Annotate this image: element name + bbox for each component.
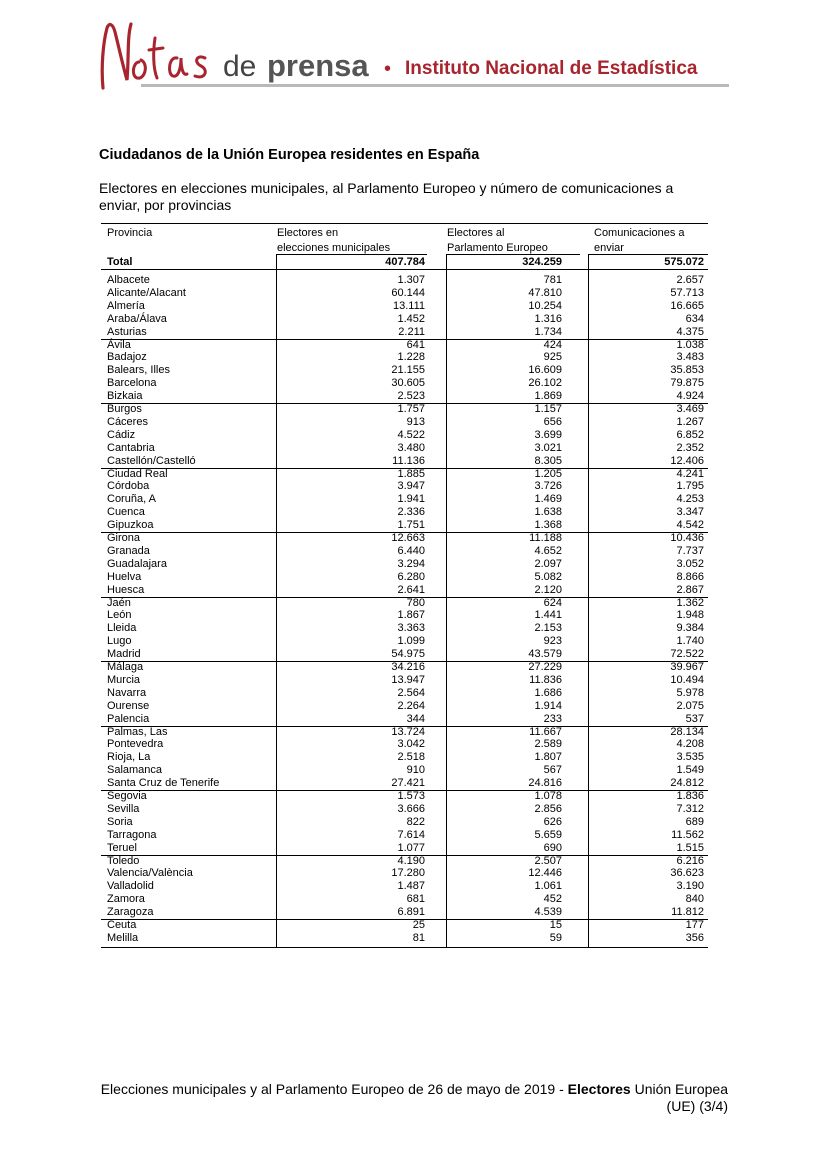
- row-electores-parlamento: 452: [543, 893, 562, 905]
- row-comunicaciones: 1.515: [676, 842, 704, 854]
- table-row: [101, 674, 708, 687]
- row-electores-parlamento: 43.579: [528, 648, 562, 660]
- row-electores-municipales: 6.280: [397, 571, 425, 583]
- row-province: Albacete: [107, 274, 150, 286]
- header-electores-municipales: [277, 226, 390, 256]
- row-province: Santa Cruz de Tenerife: [107, 777, 220, 789]
- row-comunicaciones: 3.052: [676, 558, 704, 570]
- row-electores-municipales: 913: [406, 416, 425, 428]
- table-row: [101, 455, 708, 468]
- row-province: Burgos: [107, 403, 142, 415]
- row-electores-parlamento: 11.667: [529, 726, 562, 738]
- row-comunicaciones: 177: [685, 919, 704, 931]
- row-electores-parlamento: 2.507: [534, 855, 562, 867]
- row-electores-parlamento: 1.807: [534, 751, 562, 763]
- page-title: Ciudadanos de la Unión Europea residentes en España: [99, 147, 480, 163]
- row-comunicaciones: 3.347: [676, 506, 704, 518]
- row-electores-municipales: 60.144: [391, 287, 425, 299]
- row-comunicaciones: 356: [685, 932, 704, 944]
- row-province: Tarragona: [107, 829, 157, 841]
- row-comunicaciones: 8.866: [676, 571, 704, 583]
- row-province: Málaga: [107, 661, 144, 673]
- row-electores-municipales: 21.155: [391, 364, 425, 376]
- row-electores-parlamento: 1.869: [534, 390, 562, 402]
- row-electores-parlamento: 1.469: [534, 493, 562, 505]
- row-comunicaciones: 1.795: [676, 480, 704, 492]
- row-comunicaciones: 3.483: [676, 351, 704, 363]
- row-province: Zaragoza: [107, 906, 154, 918]
- row-electores-municipales: 1.573: [397, 790, 425, 802]
- row-comunicaciones: 35.853: [670, 364, 704, 376]
- row-electores-municipales: 17.280: [391, 867, 425, 879]
- row-electores-municipales: 407.784: [385, 256, 425, 268]
- table-row: [101, 867, 708, 880]
- row-comunicaciones: 7.312: [676, 803, 704, 815]
- row-electores-municipales: 1.228: [397, 351, 425, 363]
- row-electores-municipales: 2.518: [397, 751, 425, 763]
- row-electores-municipales: 4.522: [397, 429, 425, 441]
- row-comunicaciones: 1.267: [676, 416, 704, 428]
- row-province: Valladolid: [107, 880, 154, 892]
- row-province: Badajoz: [107, 351, 147, 363]
- row-comunicaciones: 12.406: [670, 455, 704, 467]
- row-province: Cádiz: [107, 429, 136, 441]
- row-electores-parlamento: 424: [543, 339, 562, 351]
- table-row: [101, 532, 708, 545]
- row-electores-parlamento: 5.659: [534, 829, 562, 841]
- row-electores-parlamento: 1.441: [534, 609, 562, 621]
- row-comunicaciones: 575.072: [664, 256, 704, 268]
- table-row: [101, 609, 708, 622]
- row-province: Palencia: [107, 713, 150, 725]
- row-province: Zamora: [107, 893, 145, 905]
- row-province: Navarra: [107, 687, 147, 699]
- table-row: [101, 906, 708, 919]
- page-subtitle: Electores en elecciones municipales, al Parlamento Europeo y número de comunicaciones a enviar, por provincias: [99, 180, 674, 213]
- row-electores-parlamento: 27.229: [528, 661, 562, 673]
- header-line: Comunicaciones a: [594, 227, 685, 239]
- row-electores-municipales: 3.294: [397, 558, 425, 570]
- row-electores-municipales: 4.190: [397, 855, 425, 867]
- row-electores-municipales: 681: [406, 893, 425, 905]
- row-electores-municipales: 3.480: [397, 442, 425, 454]
- row-electores-parlamento: 1.734: [534, 326, 562, 338]
- row-province: Guadalajara: [107, 558, 167, 570]
- table-row: [101, 803, 708, 816]
- row-electores-municipales: 1.452: [397, 313, 425, 325]
- row-electores-municipales: 1.487: [397, 880, 425, 892]
- row-comunicaciones: 28.134: [670, 726, 704, 738]
- row-electores-municipales: 641: [406, 339, 425, 351]
- row-comunicaciones: 6.852: [676, 429, 704, 441]
- header-line: Electores al: [447, 227, 505, 239]
- table-row: [101, 545, 708, 558]
- table-row: [101, 829, 708, 842]
- table-row: [101, 919, 708, 932]
- row-comunicaciones: 689: [685, 816, 704, 828]
- table-row: [101, 274, 708, 287]
- row-electores-municipales: 13.947: [391, 674, 425, 686]
- row-comunicaciones: 3.190: [676, 880, 704, 892]
- row-electores-parlamento: 233: [543, 713, 562, 725]
- row-electores-municipales: 6.440: [397, 545, 425, 557]
- row-electores-parlamento: 1.157: [534, 403, 562, 415]
- header-line: Electores en: [277, 227, 339, 239]
- row-electores-municipales: 910: [406, 764, 425, 776]
- table-row: [101, 403, 708, 416]
- row-comunicaciones: 57.713: [670, 287, 704, 299]
- row-province: Madrid: [107, 648, 141, 660]
- total-rule: [101, 269, 708, 270]
- table-row: [101, 622, 708, 635]
- row-province: Sevilla: [107, 803, 140, 815]
- row-electores-municipales: 25: [412, 919, 425, 931]
- row-province: Salamanca: [107, 764, 163, 776]
- row-province: Gipuzkoa: [107, 519, 154, 531]
- row-electores-municipales: 6.891: [397, 906, 425, 918]
- row-province: Murcia: [107, 674, 141, 686]
- row-electores-parlamento: 1.686: [534, 687, 562, 699]
- column-separator: [446, 255, 447, 947]
- row-comunicaciones: 1.038: [676, 339, 704, 351]
- row-electores-parlamento: 781: [543, 274, 562, 286]
- row-electores-municipales: 2.641: [397, 584, 425, 596]
- row-electores-parlamento: 3.699: [534, 429, 562, 441]
- row-electores-municipales: 1.099: [397, 635, 425, 647]
- row-province: Castellón/Castelló: [107, 455, 196, 467]
- table-row: [101, 764, 708, 777]
- table-row: [101, 506, 708, 519]
- table-row: [101, 584, 708, 597]
- row-electores-municipales: 780: [406, 597, 425, 609]
- row-electores-municipales: 2.523: [397, 390, 425, 402]
- row-comunicaciones: 5.978: [676, 687, 704, 699]
- table-row: [101, 713, 708, 726]
- row-province: Lleida: [107, 622, 137, 634]
- row-comunicaciones: 9.384: [676, 622, 704, 634]
- row-electores-parlamento: 1.638: [534, 506, 562, 518]
- table-row: [101, 571, 708, 584]
- table-row: [101, 377, 708, 390]
- row-comunicaciones: 840: [685, 893, 704, 905]
- row-electores-parlamento: 4.652: [534, 545, 562, 557]
- row-comunicaciones: 4.241: [676, 468, 704, 480]
- row-province: Lugo: [107, 635, 132, 647]
- row-comunicaciones: 1.549: [676, 764, 704, 776]
- row-province: Barcelona: [107, 377, 157, 389]
- row-electores-parlamento: 1.316: [534, 313, 562, 325]
- table-row: [101, 287, 708, 300]
- table-row: [101, 313, 708, 326]
- table-row: [101, 493, 708, 506]
- row-province: Cantabria: [107, 442, 155, 454]
- row-electores-municipales: 34.216: [391, 661, 425, 673]
- row-electores-municipales: 11.136: [392, 455, 425, 467]
- header-comunicaciones: [594, 226, 685, 256]
- row-electores-parlamento: 5.082: [534, 571, 562, 583]
- row-comunicaciones: 6.216: [676, 855, 704, 867]
- row-electores-parlamento: 2.589: [534, 738, 562, 750]
- row-comunicaciones: 4.924: [676, 390, 704, 402]
- row-province: Palmas, Las: [107, 726, 168, 738]
- logo-de: de: [223, 50, 257, 83]
- row-comunicaciones: 2.352: [676, 442, 704, 454]
- header-rule: [446, 254, 580, 255]
- row-electores-parlamento: 624: [543, 597, 562, 609]
- row-electores-municipales: 7.614: [397, 829, 425, 841]
- row-electores-parlamento: 1.368: [534, 519, 562, 531]
- table-row: [101, 351, 708, 364]
- row-comunicaciones: 1.836: [676, 790, 704, 802]
- header-rule: [276, 254, 427, 255]
- row-province: Ceuta: [107, 919, 137, 931]
- row-province: Alicante/Alacant: [107, 287, 186, 299]
- row-comunicaciones: 11.562: [671, 829, 704, 841]
- row-electores-municipales: 3.947: [397, 480, 425, 492]
- row-province: Ciudad Real: [107, 468, 168, 480]
- row-electores-parlamento: 626: [543, 816, 562, 828]
- table-row: [101, 429, 708, 442]
- table-row: [101, 816, 708, 829]
- table-row: [101, 842, 708, 855]
- row-electores-municipales: 2.336: [397, 506, 425, 518]
- row-electores-parlamento: 47.810: [528, 287, 562, 299]
- table-row: [101, 738, 708, 751]
- row-comunicaciones: 39.967: [670, 661, 704, 673]
- row-electores-municipales: 2.264: [397, 700, 425, 712]
- table-row: [101, 700, 708, 713]
- row-electores-municipales: 1.077: [397, 842, 425, 854]
- row-province: Araba/Álava: [107, 313, 167, 325]
- row-province: Asturias: [107, 326, 147, 338]
- row-electores-municipales: 30.605: [391, 377, 425, 389]
- row-electores-parlamento: 11.188: [529, 532, 562, 544]
- row-electores-parlamento: 11.836: [529, 674, 562, 686]
- table-row: [101, 480, 708, 493]
- column-separator: [588, 255, 589, 947]
- row-electores-parlamento: 4.539: [534, 906, 562, 918]
- logo-prensa: prensa: [267, 48, 369, 83]
- row-province: Huelva: [107, 571, 142, 583]
- row-electores-municipales: 1.751: [397, 519, 425, 531]
- row-electores-municipales: 1.885: [397, 468, 425, 480]
- row-electores-municipales: 2.211: [398, 326, 425, 338]
- row-electores-parlamento: 10.254: [528, 300, 562, 312]
- row-comunicaciones: 36.623: [670, 867, 704, 879]
- row-electores-municipales: 1.307: [397, 274, 425, 286]
- row-province: Pontevedra: [107, 738, 164, 750]
- row-electores-municipales: 1.757: [397, 403, 425, 415]
- row-electores-parlamento: 3.726: [534, 480, 562, 492]
- row-electores-parlamento: 1.061: [534, 880, 562, 892]
- row-province: Jaén: [107, 597, 131, 609]
- row-electores-parlamento: 59: [549, 932, 562, 944]
- footer-text-after: Unión Europea: [630, 1081, 728, 1097]
- table-row: [101, 893, 708, 906]
- table-row: [101, 300, 708, 313]
- row-electores-parlamento: 690: [543, 842, 562, 854]
- row-province: Soria: [107, 816, 133, 828]
- row-electores-parlamento: 2.120: [534, 584, 562, 596]
- table-bottom-rule: [101, 947, 708, 948]
- row-comunicaciones: 537: [685, 713, 704, 725]
- row-electores-municipales: 3.666: [397, 803, 425, 815]
- row-province: Huesca: [107, 584, 145, 596]
- table-row: [101, 635, 708, 648]
- table-row: [101, 416, 708, 429]
- row-comunicaciones: 79.875: [670, 377, 704, 389]
- table-row: [101, 390, 708, 403]
- row-electores-municipales: 12.663: [391, 532, 425, 544]
- row-comunicaciones: 7.737: [676, 545, 704, 557]
- header-divider: [141, 84, 729, 87]
- table-row: [101, 326, 708, 339]
- row-electores-parlamento: 923: [543, 635, 562, 647]
- row-electores-parlamento: 2.153: [534, 622, 562, 634]
- row-electores-parlamento: 24.816: [528, 777, 562, 789]
- table-row: [101, 751, 708, 764]
- table-row: [101, 880, 708, 893]
- row-electores-parlamento: 2.097: [534, 558, 562, 570]
- header-line: elecciones municipales: [277, 242, 391, 254]
- row-province: Granada: [107, 545, 150, 557]
- header-provincia: Provincia: [107, 227, 153, 239]
- table-row: [101, 777, 708, 790]
- row-comunicaciones: 634: [685, 313, 704, 325]
- table-row: [101, 648, 708, 661]
- row-comunicaciones: 24.812: [670, 777, 704, 789]
- row-province: Córdoba: [107, 480, 150, 492]
- row-comunicaciones: 72.522: [670, 648, 704, 660]
- row-electores-parlamento: 2.856: [534, 803, 562, 815]
- table-top-rule: [101, 223, 708, 224]
- row-electores-parlamento: 26.102: [528, 377, 562, 389]
- row-comunicaciones: 1.362: [676, 597, 704, 609]
- row-province: Teruel: [107, 842, 137, 854]
- footer-bold: Electores: [567, 1081, 631, 1097]
- table-row: [101, 790, 708, 803]
- institution-name: Instituto Nacional de Estadística: [405, 58, 698, 79]
- row-electores-municipales: 3.363: [397, 622, 425, 634]
- row-province: Total: [107, 256, 133, 268]
- table-row: [101, 364, 708, 377]
- row-electores-parlamento: 16.609: [528, 364, 562, 376]
- footer-page: (UE) (3/4): [666, 1098, 728, 1114]
- row-province: Segovia: [107, 790, 147, 802]
- table-total-row: [101, 256, 708, 269]
- row-electores-municipales: 27.421: [391, 777, 425, 789]
- row-comunicaciones: 2.867: [676, 584, 704, 596]
- row-electores-municipales: 2.564: [397, 687, 425, 699]
- row-comunicaciones: 4.208: [676, 738, 704, 750]
- row-province: Almería: [107, 300, 145, 312]
- row-electores-parlamento: 567: [543, 764, 562, 776]
- row-comunicaciones: 3.535: [676, 751, 704, 763]
- table-row: [101, 661, 708, 674]
- row-electores-parlamento: 15: [549, 919, 562, 931]
- table-row: [101, 519, 708, 532]
- row-electores-parlamento: 925: [543, 351, 562, 363]
- row-province: Valencia/València: [107, 867, 193, 879]
- row-electores-municipales: 13.111: [392, 300, 425, 312]
- row-province: Rioja, La: [107, 751, 151, 763]
- row-electores-parlamento: 8.305: [534, 455, 562, 467]
- row-electores-parlamento: 1.078: [534, 790, 562, 802]
- row-province: Cuenca: [107, 506, 145, 518]
- row-province: Ourense: [107, 700, 150, 712]
- row-comunicaciones: 1.740: [676, 635, 704, 647]
- row-comunicaciones: 4.375: [676, 326, 704, 338]
- row-electores-municipales: 54.975: [391, 648, 425, 660]
- row-province: Cáceres: [107, 416, 148, 428]
- row-comunicaciones: 3.469: [676, 403, 704, 415]
- row-electores-parlamento: 1.914: [534, 700, 562, 712]
- row-electores-municipales: 822: [406, 816, 425, 828]
- row-comunicaciones: 2.075: [676, 700, 704, 712]
- row-comunicaciones: 10.494: [670, 674, 704, 686]
- row-province: Coruña, A: [107, 493, 156, 505]
- footer-text: Elecciones municipales y al Parlamento Europeo de 26 de mayo de 2019 -: [100, 1081, 568, 1097]
- row-comunicaciones: 4.253: [676, 493, 704, 505]
- row-electores-municipales: 1.941: [397, 493, 425, 505]
- header-line: enviar: [594, 242, 624, 254]
- table-row: [101, 442, 708, 455]
- row-electores-parlamento: 12.446: [528, 867, 562, 879]
- row-electores-parlamento: 324.259: [522, 256, 562, 268]
- row-province: Bizkaia: [107, 390, 143, 402]
- row-comunicaciones: 11.812: [671, 906, 704, 918]
- row-province: León: [107, 609, 132, 621]
- row-electores-municipales: 13.724: [391, 726, 425, 738]
- row-province: Melilla: [107, 932, 139, 944]
- table-row: [101, 687, 708, 700]
- row-electores-municipales: 81: [412, 932, 425, 944]
- header-line: Parlamento Europeo: [447, 242, 548, 254]
- header-rule: [588, 254, 708, 255]
- row-comunicaciones: 4.542: [676, 519, 704, 531]
- row-comunicaciones: 16.665: [670, 300, 704, 312]
- table-row: [101, 932, 708, 945]
- row-comunicaciones: 10.436: [670, 532, 704, 544]
- row-comunicaciones: 2.657: [676, 274, 704, 286]
- row-electores-parlamento: 3.021: [534, 442, 562, 454]
- header-electores-parlamento: [447, 226, 548, 256]
- row-electores-municipales: 1.867: [397, 609, 425, 621]
- header-bullet: •: [384, 58, 392, 80]
- page-footer: [98, 1081, 728, 1115]
- row-electores-municipales: 3.042: [397, 738, 425, 750]
- row-province: Ávila: [107, 339, 131, 351]
- row-province: Toledo: [107, 855, 140, 867]
- press-header: [95, 18, 735, 98]
- row-province: Balears, Illes: [107, 364, 170, 376]
- row-electores-parlamento: 656: [543, 416, 562, 428]
- table-row: [101, 558, 708, 571]
- row-electores-parlamento: 1.205: [534, 468, 562, 480]
- column-separator: [276, 255, 277, 947]
- row-comunicaciones: 1.948: [676, 609, 704, 621]
- row-province: Girona: [107, 532, 141, 544]
- row-electores-municipales: 344: [406, 713, 425, 725]
